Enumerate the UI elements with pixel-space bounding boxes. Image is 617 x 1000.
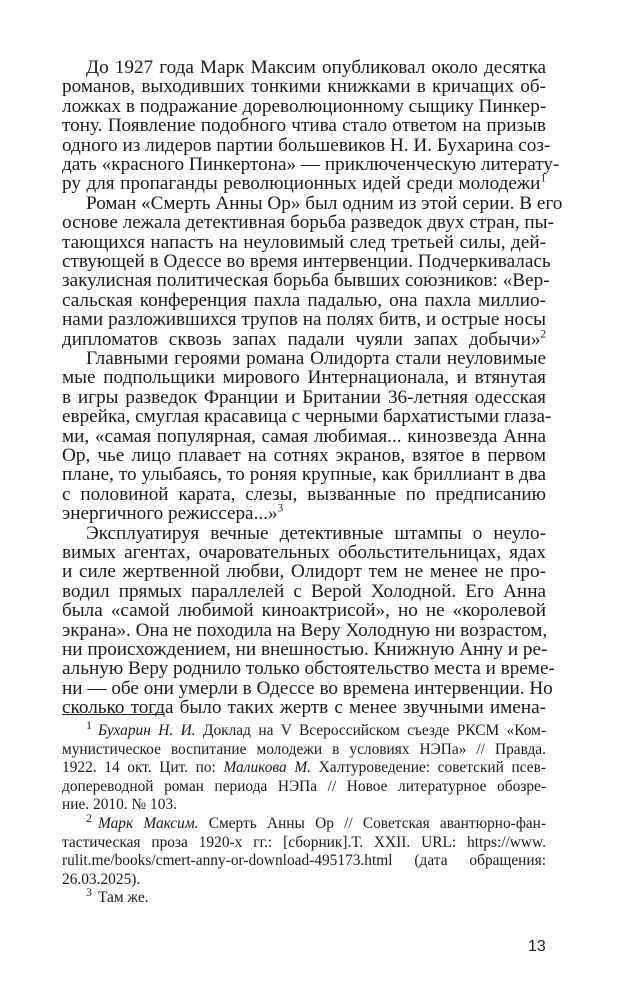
- p2-line-2: основе лежала детективная борьба разведок двух стран, пы-: [62, 212, 554, 234]
- p4-line-4: водил прямых параллелей с Верой Холодной. Его Анна: [62, 580, 546, 602]
- p3-line-2: мые подпольщики мирового Интернационала, и втянутая: [62, 367, 546, 389]
- p4-line-5: была «самой любимой киноактрисой», но не «королевой: [62, 600, 546, 622]
- footnote-2-line-4: 26.03.2025).: [62, 870, 141, 888]
- p2-line-7: нами разложившихся трупов на полях битв, и острые носы: [62, 309, 546, 331]
- footnote-2-line-3: rulit.me/books/cmert-anny-or-download-495173.html (дата обращения:: [62, 852, 546, 870]
- footnote-2-line-1: [86, 810, 546, 833]
- p4-line-7: ни происхождением, ни внешностью. Книжную Анну и ре-: [62, 639, 548, 660]
- p2-line-4: ствующей в Одессе во время интервенции. Подчеркивалась: [62, 251, 551, 272]
- footnote-1-line-2: мунистическое воспитание молодежи в условиях НЭПа» // Правда.: [62, 740, 546, 758]
- p1-line-3: ложках в подражание дореволюционному сыщику Пинкер-: [62, 95, 547, 117]
- footnote-2-line-2: тастическая проза 1920-х гг.: [сборник].Т. XXII. URL: https://www.: [62, 833, 546, 851]
- p4-line-1: Эксплуатируя вечные детективные штампы о неуло-: [86, 522, 546, 544]
- p3-line-1: Главными героями романа Олидорта стали неуловимые: [86, 348, 546, 369]
- p3-line-8: с половиной карата, слезы, вызванные по предписанию: [62, 483, 546, 505]
- footnote-2-number: 2: [86, 810, 92, 825]
- p1-line-4: тону. Появление подобного чтива стало ответом на призыв: [62, 115, 546, 137]
- p4-line-10: сколько тогда было таких жертв с менее звучными имена-: [62, 697, 546, 719]
- footnote-1-line-1-text: Доклад на V Всероссийском съезде РКСМ «Ком-: [195, 722, 546, 739]
- p4-line-3: и силе жертвенной любви, Олидорт тем не менее не про-: [62, 561, 546, 583]
- footnote-2-author: Марк Максим.: [98, 815, 199, 832]
- footnote-separator: [62, 714, 164, 715]
- footnote-2-line-1-text: Смерть Анны Ор // Советская авантюрно-фан-: [198, 815, 546, 832]
- p3-line-7: плане, то улыбаясь, то роняя крупные, как бриллиант в два: [62, 464, 546, 486]
- footnote-3-number: 3: [86, 885, 92, 900]
- p4-line-9: ни — обе они умерли в Одессе во времена интервенции. Но: [62, 677, 553, 699]
- footnote-3-line-1: [86, 885, 546, 907]
- p3-line-3: в игры разведок Франции и Британии 36-летняя одесская: [62, 386, 546, 408]
- p2-line-3: тающихся напасть на неуловимый след третьей силы, дей-: [62, 231, 546, 253]
- p1-line-6: дать «красного Пинкертона» — приключенческую литерату-: [62, 154, 560, 175]
- footnote-1-author-2: Маликова М.: [223, 759, 312, 777]
- p2-line-1: Роман «Смерть Анны Ор» был одним из этой серии. В его: [86, 192, 563, 214]
- p4-line-6: экрана». Она не походила на Веру Холодную ни возрастом,: [62, 619, 548, 641]
- footnote-ref-3: 3: [277, 502, 284, 515]
- p3-line-6: Ор, чье лицо плавает на сотнях экранов, взятое в первом: [62, 445, 546, 466]
- p1-line-7-text: ру для пропаганды революционных идей среди молодежи: [62, 173, 541, 195]
- p4-line-8: альную Веру роднило только обстоятельство места и време-: [62, 658, 555, 680]
- footnote-1-line-1: [86, 717, 546, 740]
- footnote-1-line-4: допереводной роман периода НЭПа // Новое литературное обозре-: [62, 777, 546, 795]
- footnote-ref-1: 1: [540, 173, 546, 185]
- p1-line-2: романов, выходивших тонкими книжками в кричащих об-: [62, 76, 546, 98]
- footnote-ref-2: 2: [540, 328, 546, 341]
- p2-line-5: закулисная политическая борьба бывших союзников: «Вер-: [62, 270, 550, 292]
- page-number: 13: [528, 938, 546, 955]
- footnote-1-author: Бухарин Н. И.: [98, 722, 196, 739]
- footnote-1-line-3-pre: 1922. 14 окт. Цит. по:: [62, 759, 224, 777]
- p2-line-6: сальская конференция пахла падалью, она пахла миллио-: [62, 289, 546, 311]
- p3-line-9-text: энергичного режиссера...»: [62, 503, 278, 525]
- p1-line-5: одного из лидеров партии большевиков Н. И. Бухарина соз-: [62, 134, 551, 156]
- footnote-1-number: 1: [86, 717, 92, 732]
- footnote-3-text: Там же.: [98, 889, 149, 907]
- footnote-1-line-3-rest: Халтуроведение: советский псев-: [311, 759, 546, 777]
- p3-line-5: ми, «самая популярная, самая любимая... кинозвезда Анна: [62, 425, 546, 447]
- p1-line-1: До 1927 года Марк Максим опубликовал около десятка: [86, 57, 546, 78]
- p2-line-8-text: дипломатов сквозь запах падали чуяли запах добычи»: [62, 328, 541, 350]
- footnote-1-line-3: [62, 759, 546, 777]
- footnote-1-line-5: ние. 2010. № 103.: [62, 796, 177, 814]
- p4-line-2: вимых агентах, очаровательных обольстительницах, ядах: [62, 542, 546, 563]
- p3-line-4: еврейка, смуглая красавица с черными бархатистыми глаза-: [62, 406, 552, 428]
